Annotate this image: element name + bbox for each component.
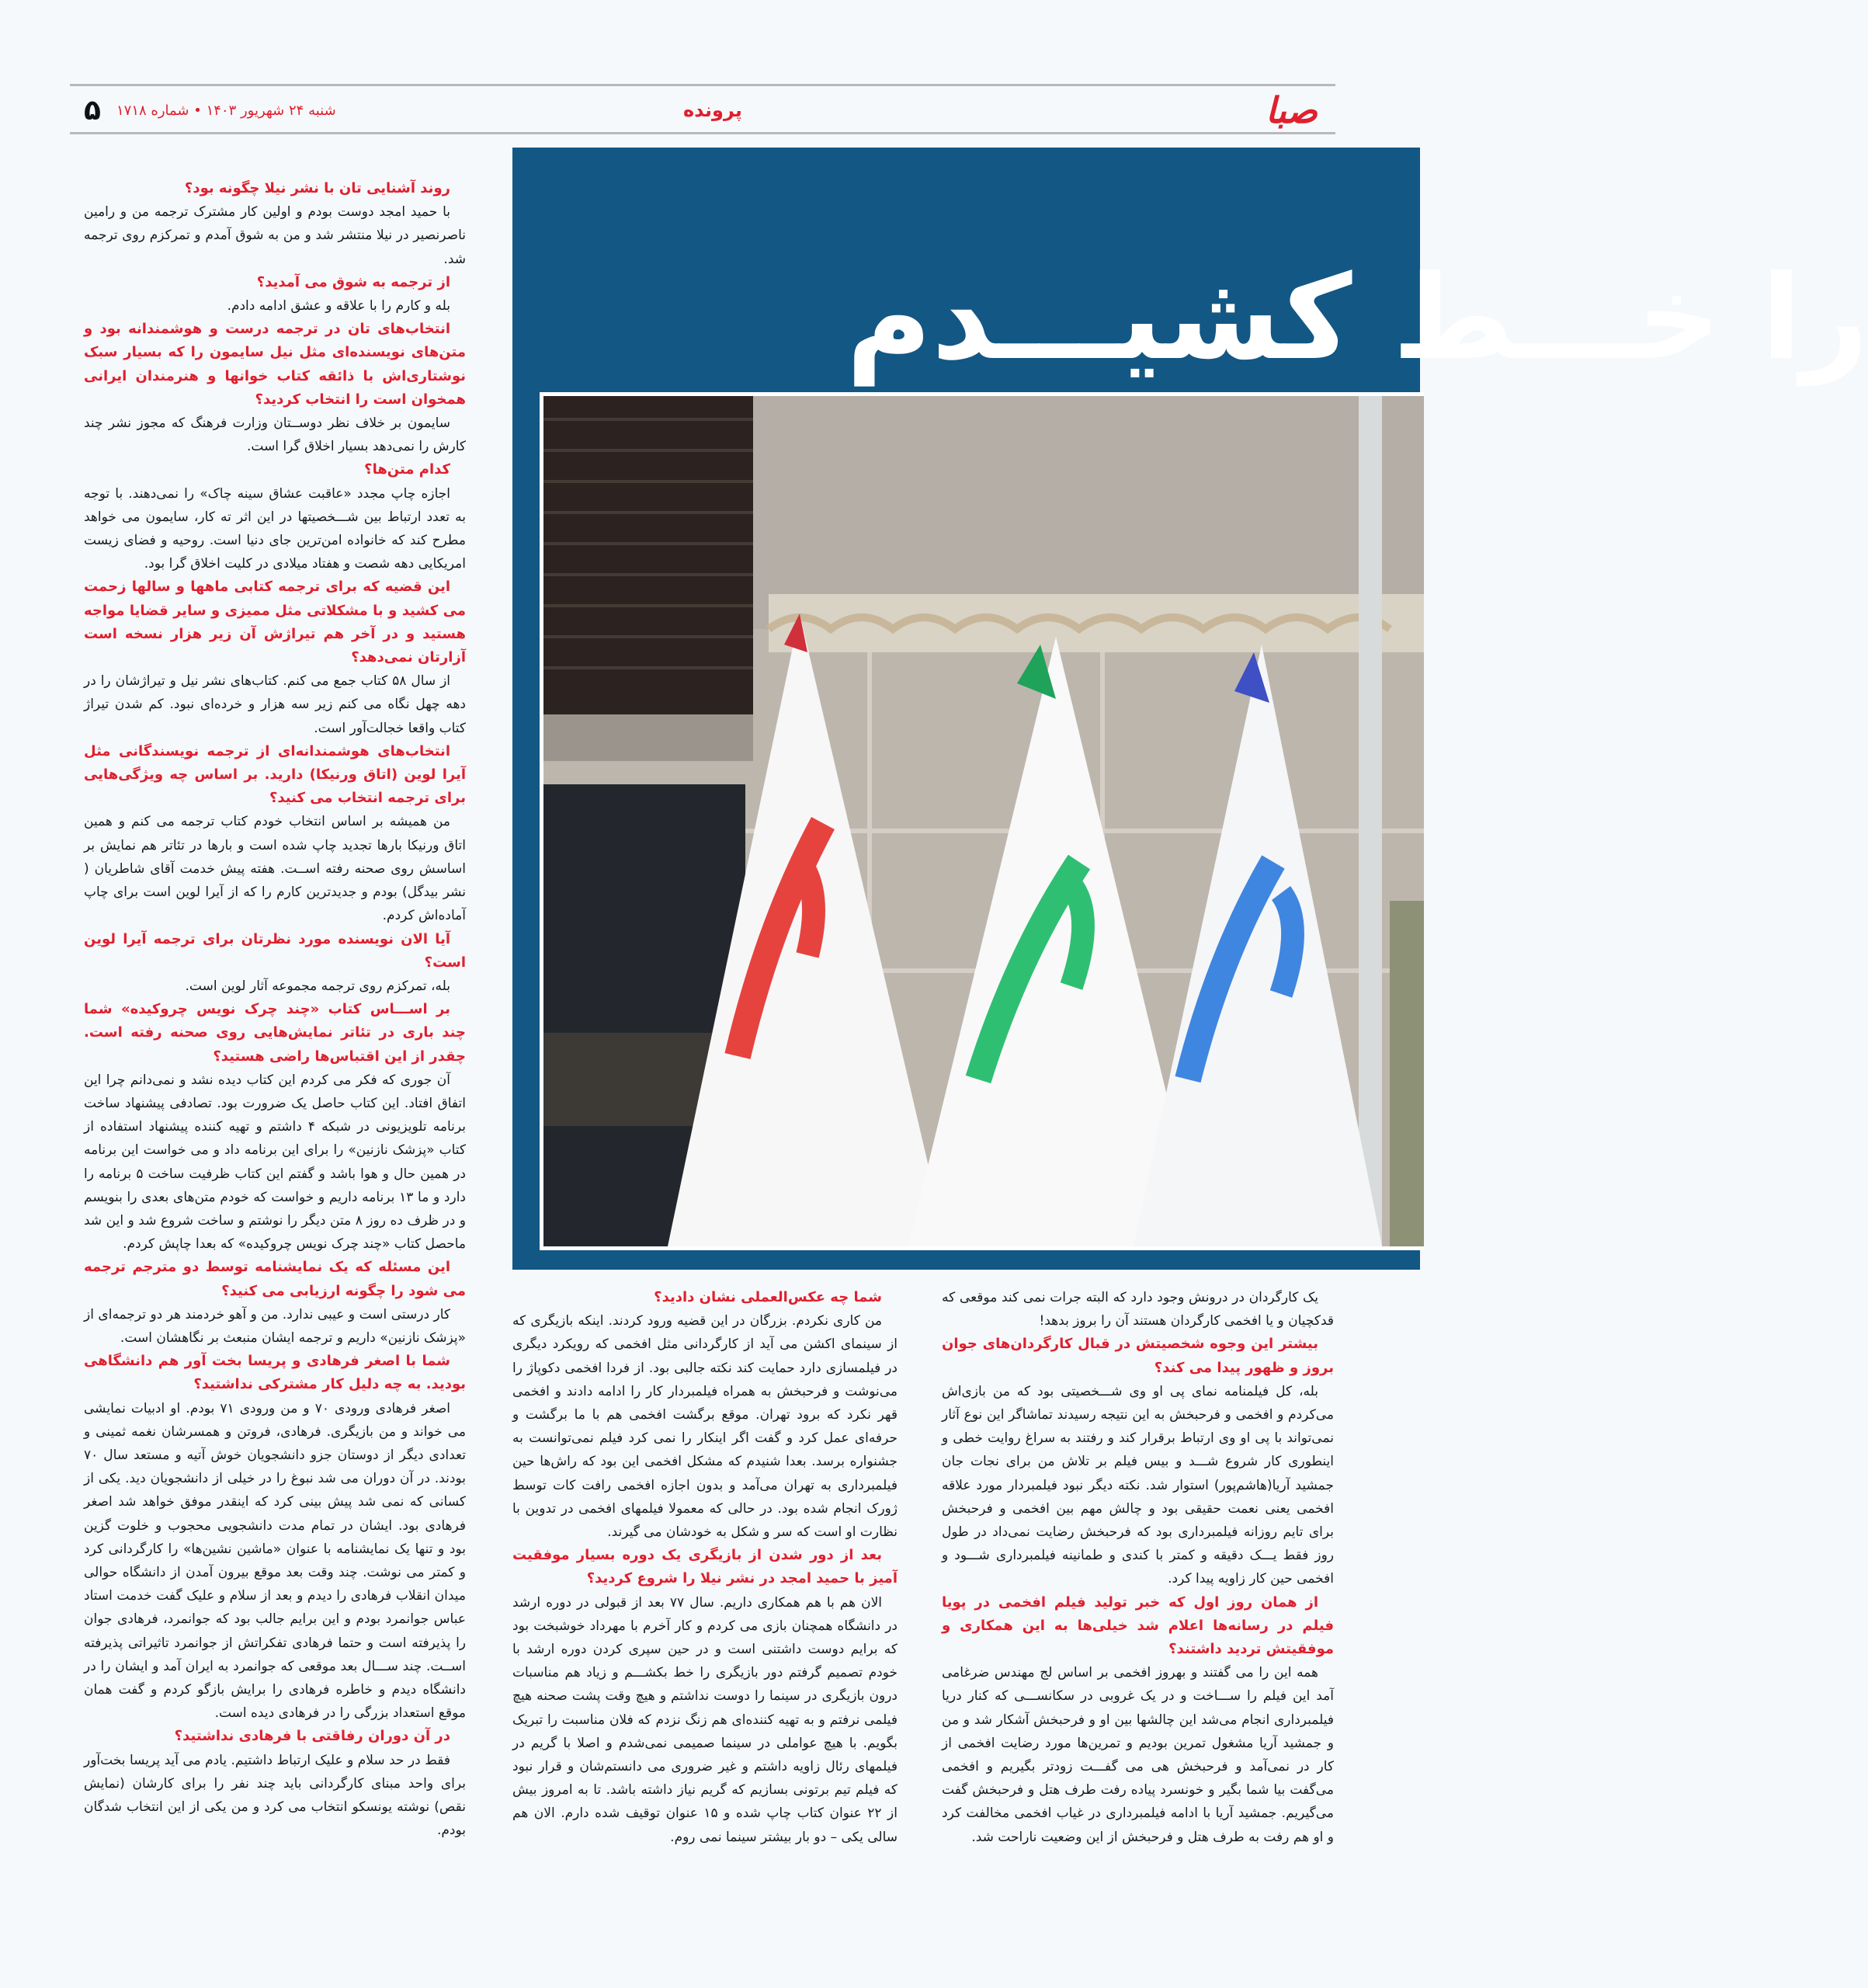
interview-answer: بله، کل فیلمنامه نمای پی او وی شـــخصیتی بود که من بازی‌اش می‌کردم و افخمی و فرحبخش به این نتیجه رسیدند تماشاگر این نوع آثار نمی‌تواند با پی او وی ارتباط برقرار کند و رفتند به سراغ روایت خطی و اینطوری کار شروع شـــد و بیس فیلم بر تلاش من برای نجات جان جمشید آریا(هاشم‌پور) استوار شد. نکته دیگر نبود فیلمبردار مورد علاقه افخمی یعنی نعمت حقیقی بود و چالش مهم بین افخمی و فرحبخش برای تایم روزانه فیلمبرداری بود که فرحبخش رضایت نمی‌داد در طول روز فقط یـــک دقیقه و کمتر با کندی و طمانینه فیلمبرداری شـــود و افخمی حین کار زاویه پیدا کرد. (942, 1383, 1334, 1587)
headline-band (512, 148, 1868, 1270)
interview-answer: من همیشه بر اساس انتخاب خودم کتاب ترجمه می کنم و همین اتاق ورنیکا بارها تجدید چاپ شده است و بارها در تئاتر هم نمایش بر اساسش روی صحنه رفته اســت. هفته پیش خدمت آقای شاطریان ( نشر بیدگل) بودم و جدیدترین کارم را که از آیرا لوین است برای چاپ آماده‌اش کردم. (84, 814, 466, 924)
page-number: ۵ (84, 94, 101, 127)
interview-answer: فقط در حد سلام و علیک ارتباط داشتیم. یادم می آید پریسا بخت‌آور برای واحد مبنای کارگردانی باید چند نفر را برای کارشان (نمایش نقص) نوشته یونسکو انتخاب می کرد و من یکی از این انتخاب شدگان بودم. (84, 1752, 466, 1839)
interview-answer: با حمید امجد دوست بودم و اولین کار مشترک ترجمه من و رامین ناصرنصیر در نیلا منتشر شد و من به شوق آمدم و تمرکزم روی ترجمه شد. (84, 204, 466, 267)
article-column-right (942, 1286, 1334, 1849)
newspaper-logo: صبا (1266, 89, 1318, 131)
interview-question: آیا الان نویسنده مورد نظرتان برای ترجمه آیرا لوین است؟ (84, 930, 466, 971)
interview-answer: اجازه چاپ مجدد «عاقبت عشاق سینه چاک» را نمی‌دهند. با توجه به تعدد ارتباط بین شـــخصیتها در این اثر ته کار، سایمون می خواهد مطرح کند که خانواده امن‌ترین جای دنیا است. روحیه و فضای زیست امریکایی دهه شصت و هفتاد میلادی در کلیت اخلاق گرا بود. (84, 485, 466, 572)
section-title: پرونده (683, 99, 742, 121)
interview-question: بعد از دور شدن از بازیگری یک دوره بسیار موفقیت آمیز با حمید امجد در نشر نیلا را شروع کردید؟ (512, 1547, 898, 1587)
interview-question: انتخاب‌های هوشمندانه‌ای از ترجمه نویسندگانی مثل آیرا لوین (اتاق ورنیکا) دارید. بر اساس چه ویژگی‌هایی برای ترجمه انتخاب می کنید؟ (84, 742, 466, 807)
interview-question: در آن دوران رفاقتی با فرهادی نداشتید؟ (174, 1728, 450, 1745)
interview-answer: بله، تمرکزم روی ترجمه مجموعه آثار لوین است. (185, 978, 450, 994)
article-column-middle (512, 1286, 898, 1849)
interview-question: بر اســـاس کتاب «چند چرک نویس چروکیده» شما چند باری در تئاتر نمایش‌هایی روی صحنه رفته است. چقدر از این اقتباس‌ها راضی هستید؟ (84, 1001, 466, 1065)
article-photo (540, 392, 1424, 1250)
header-top-rule (70, 84, 1335, 86)
interview-question: بیشتر این وجوه شخصیتش در قبال کارگردان‌های جوان بروز و ظهور پیدا می کند؟ (942, 1336, 1334, 1376)
interview-question: شما چه عکس‌العملی نشان دادید؟ (654, 1289, 882, 1305)
interview-answer: سایمون بر خلاف نظر دوســتان وزارت فرهنگ که مجوز نشر چند کارش را نمی‌دهد بسیار اخلاق گرا است. (84, 415, 466, 455)
interview-answer: اصغر فرهادی ورودی ۷۰ و من ورودی ۷۱ بودم. او ادبیات نمایشی می خواند و من بازیگری. فرهادی، فروتن و همسرشان نغمه ثمینی و تعدادی دیگر از دوستان جزو دانشجویان خوش آتیه و مستعد سال ۷۰ بودند. در آن دوران می شد نبوغ را در خیلی از دانشجویان دید. یکی از کسانی که نمی شد پیش بینی کرد که اینقدر موفق خواهد شد اصغر فرهادی بود. ایشان در تمام مدت دانشجویی محجوب و خلوت گزین بود و تنها یک نمایشنامه با عنوان «ماشین نشین‌ها» را کارگردانی کرد و کمتر می نوشت. چند وقت بعد موقع بیرون آمدن از دانشگاه حوالی میدان انقلاب فرهادی را دیدم و بعد از سلام و علیک گفت خدمت استاد عباس جوانمرد بودم و این برایم جالب بود که جوانمرد، فرهادی جوان را پذیرفته است و حتما فرهادی تفکراتش از جوانمرد تاثیراتی پذیرفته اســت. چند ســـال بعد موقعی که جوانمرد به ایران آمد و ایشان را در دانشگاه دیدم و خاطره فرهادی را برایش بازگو کردم و گفت همان موقع استعداد بزرگی را در فرهادی دیده است. (84, 1400, 466, 1722)
interview-answer: همه این را می گفتند و بهروز افخمی بر اساس لج مهندس ضرغامی آمد این فیلم را ســـاخت و در یک غروبی در سکانســـی که کنار دریا فیلمبرداری انجام می‌شد این چالشها بین او و فرحبخش آشکار شد و من و جمشید آریا مشغول تمرین بودیم و تمرین‌ها مورد رضایت افخمی از کار در نمی‌آمد و فرحبخش هی می گفـــت زودتر بگیریم و افخمی می‌گفت بیا شما بگیر و خونسرد پیاده رفت طرف هتل و فرحبخش گفت می‌گیریم. جمشید آریا با ادامه فیلمبرداری در غیاب افخمی مخالفت کرد و او هم رفت به طرف هتل و فرحبخش از این وضعیت ناراحت شد. (942, 1665, 1334, 1845)
interview-question: این قضیه که برای ترجمه کتابی ماهها و سالها زحمت می کشید و با مشکلاتی مثل ممیزی و سایر قضایا مواجه هستید و در آخر هم تیراژش آن زیر هزار نسخه است آزارتان نمی‌دهد؟ (84, 579, 466, 666)
interview-answer: یک کارگردان در درونش وجود دارد که البته جرات نمی کند موقعی که قدکچیان و یا افخمی کارگردان هستند آن را بروز بدهد! (942, 1290, 1334, 1329)
interview-question: از ترجمه به شوق می آمدید؟ (256, 273, 450, 290)
headline: را خـــط کشیـــدم (846, 251, 1868, 386)
interview-question: انتخاب‌های تان در ترجمه درست و هوشمندانه بود و متن‌های نویسنده‌ای مثل نیل سایمون را که بسیار سبک نوشتاری‌اش با ذائقه کتاب خوانها و هنرمندان ایرانی همخوان است را انتخاب کردید؟ (84, 321, 466, 408)
interview-answer: بله و کارم را با علاقه و عشق ادامه دادم. (227, 298, 450, 315)
interview-answer: الان هم با هم همکاری داریم. سال ۷۷ بعد از قبولی در دوره ارشد در دانشگاه همچنان بازی می کردم و کار آخرم با مهرداد خوشبخت بود که برایم دوست داشتنی است و در حین سپری کردن دوره ارشد با خودم تصمیم گرفتم دور بازیگری را خط بکشـــم و زیاد هم مناسبات درون بازیگری در سینما را دوست نداشتم و هیچ وقت پشت صحنه هیچ فیلمی نرفتم و به تهیه کننده‌ای هم زنگ نزدم که فلان مناسبت را تبریک بگویم. با هیچ عواملی در سینما صمیمی نمی‌شدم و اصلا با گریم در فیلمهای رئال زاویه داشتم و غیر ضروری می دانستم‌شان و قرار نبود که فیلم تیم برتونی بسازیم که گریم نیاز داشته باشد. تا به امروز بیش از ۲۲ عنوان کتاب چاپ شده و ۱۵ عنوان توقیف شده دارم. الان هم سالی یکی – دو بار بیشتر سینما نمی روم. (512, 1594, 898, 1845)
interview-question: کدام متن‌ها؟ (364, 461, 450, 478)
flags-photo-illustration (543, 396, 1424, 1246)
interview-answer: از سال ۵۸ کتاب جمع می کنم. کتاب‌های نشر نیل و تیراژشان را در دهه چهل نگاه می کنم زیر سه هزار و خرده‌ای نبود. کم شدن تیراژ کتاب واقعا خجالت‌آور است. (84, 673, 466, 736)
article-column-left (84, 177, 466, 1842)
dateline: شنبه ۲۴ شهریور ۱۴۰۳ • شماره ۱۷۱۸ (116, 102, 336, 119)
interview-answer: من کاری نکردم. بزرگان در این قضیه ورود کردند. اینکه بازیگری که از سینمای اکشن می آید از کارگردانی مثل افخمی که رویکرد دیگری در فیلمسازی دارد حمایت کند نکته جالبی بود. از فردا افخمی دکوپاژ را می‌نوشت و فرحبخش به همراه فیلمبردار کار را ادامه دادند و افخمی قهر نکرد که برود تهران. موقع برگشت افخمی هم با ما برگشت و حرفه‌ای عمل کرد و گفت اگر اینکار را نمی کرد فیلم نمی‌توانست به جشنواره برسد. بعدا شنیدم که مشکل افخمی این بود که راش‌ها حین فیلمبرداری به تهران می‌آمد و بدون اجازه افخمی رافت کات توسط ژورک انجام شده بود. در حالی که معمولا فیلمهای افخمی در تدوین با نظارت او است که سر و شکل به خودشان می گیرند. (512, 1313, 898, 1541)
interview-question: این مسئله که یک نمایشنامه توسط دو مترجم ترجمه می شود را چگونه ارزیابی می کنید؟ (84, 1259, 466, 1299)
interview-question: شما با اصغر فرهادی و پریسا بخت آور هم دانشگاهی بودید. به چه دلیل کار مشترکی نداشتید؟ (84, 1353, 466, 1393)
interview-question: از همان روز اول که خبر تولید فیلم افخمی در پویا فیلم در رسانه‌ها اعلام شد خیلی‌ها به این همکاری و موفقیتش تردید داشتند؟ (942, 1594, 1334, 1658)
interview-answer: کار درستی است و عیبی ندارد. من و آهو خردمند هر دو ترجمه‌ای از «پزشک نازنین» داریم و ترجمه ایشان منبعث بر نگاهشان است. (84, 1306, 466, 1346)
header-bottom-rule (70, 132, 1335, 134)
interview-answer: آن جوری که فکر می کردم این کتاب دیده نشد و نمی‌دانم چرا این اتفاق افتاد. این کتاب حاصل یک ضرورت بود. تصادفی پیشنهاد ساخت برنامه تلویزیونی در شبکه ۴ داشتم و تهیه کننده پیشنهاد استفاده از کتاب «پزشک نازنین» را برای این برنامه داد و می خواست این برنامه در همین حال و هوا باشد و گفتم این کتاب ظرفیت ساخت ۵ برنامه را دارد و ما ۱۳ برنامه داریم و خواست که خودم متن‌های بعدی را بنویسم و در ظرف ده روز ۸ متن دیگر را نوشتم و ساخت شروع شد و این شد ماحصل کتاب «چند چرک نویس چروکیده» که بعدا چاپش کردم. (84, 1072, 467, 1253)
interview-question: روند آشنایی تان با نشر نیلا چگونه بود؟ (184, 180, 450, 196)
